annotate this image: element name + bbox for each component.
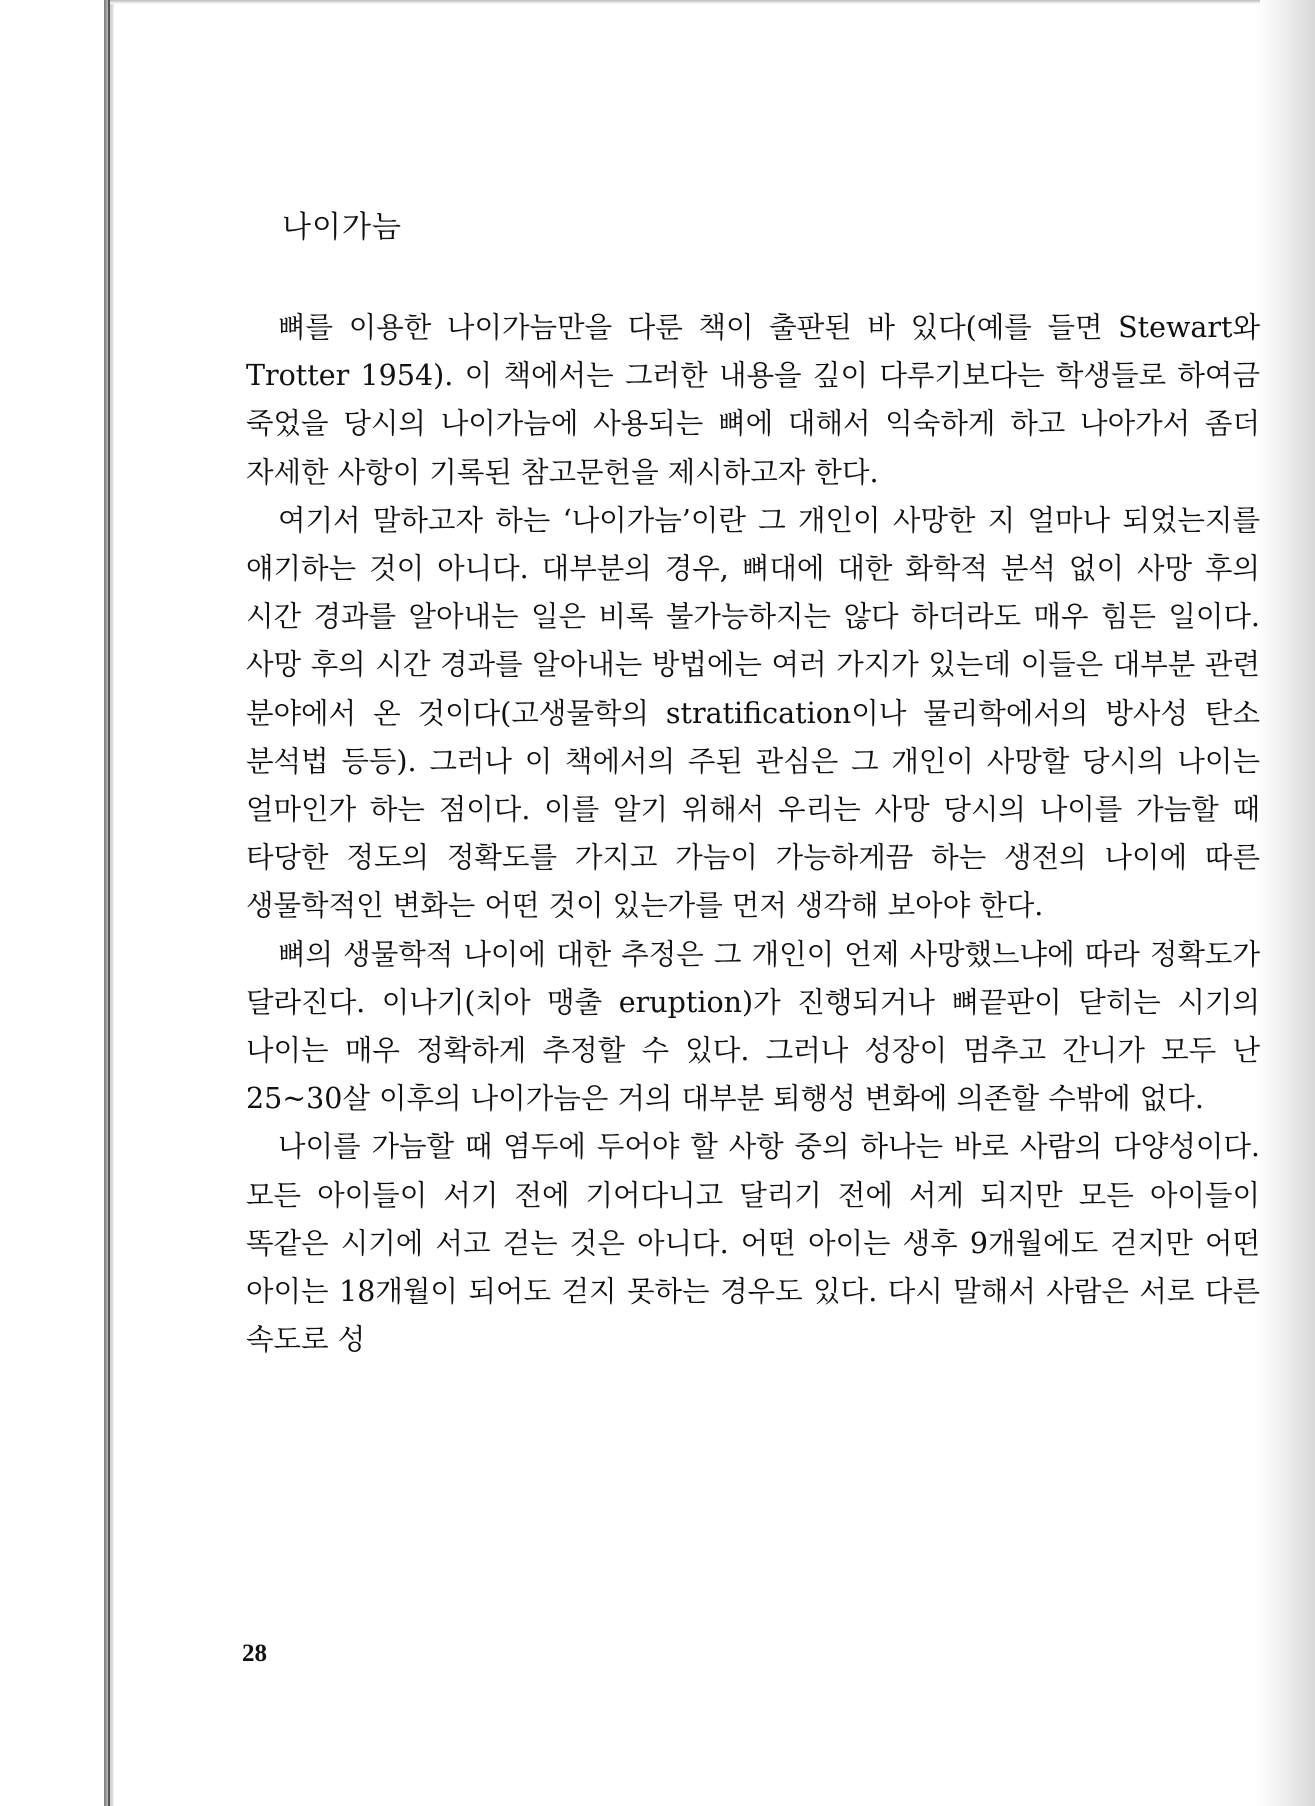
- paragraph-3: 뼈의 생물학적 나이에 대한 추정은 그 개인이 언제 사망했느냐에 따라 정확도가 달라진다. 이나기(치아 맹출 eruption)가 진행되거나 뼈끝판이 닫히는 시기의 나이는 매우 정확하게 추정할 수 있다. 그러나 성장이 멈추고 간니가 모두 난 25~30살 이후의 나이가늠은 거의 대부분 퇴행성 변화에 의존할 수밖에 없다.: [246, 937, 1260, 1116]
- page-right-shadow: [1255, 0, 1315, 1806]
- book-page: [114, 4, 1260, 1802]
- page-edge-line: [108, 0, 110, 1806]
- paragraph-2: 여기서 말하고자 하는 ‘나이가늠’이란 그 개인이 사망한 지 얼마나 되었는지를 얘기하는 것이 아니다. 대부분의 경우, 뼈대에 대한 화학적 분석 없이 사망 후의 시간 경과를 알아내는 일은 비록 불가능하지는 않다 하더라도 매우 힘든 일이다. 사망 후의 시간 경과를 알아내는 방법에는 여러 가지가 있는데 이들은 대부분 관련 분야에서 온 것이다(고생물학의 stratification이나 물리학에서의 방사성 탄소 분석법 등등). 그러나 이 책에서의 주된 관심은 그 개인이 사망할 당시의 나이는 얼마인가 하는 점이다. 이를 알기 위해서 우리는 사망 당시의 나이를 가늠할 때 타당한 정도의 정확도를 가지고 가늠이 가능하게끔 하는 생전의 나이에 따른 생물학적인 변화는 어떤 것이 있는가를 먼저 생각해 보아야 한다.: [246, 503, 1260, 923]
- paragraph-4: 나이를 가늠할 때 염두에 두어야 할 사항 중의 하나는 바로 사람의 다양성이다. 모든 아이들이 서기 전에 기어다니고 달리기 전에 서게 되지만 모든 아이들이 똑같은 시기에 서고 걷는 것은 아니다. 어떤 아이는 생후 9개월에도 걷지만 어떤 아이는 18개월이 되어도 걷지 못하는 경우도 있다. 다시 말해서 사람은 서로 다른 속도로 성: [246, 1130, 1260, 1357]
- page-number: 28: [242, 1640, 267, 1667]
- body-text: [246, 304, 1260, 1364]
- paragraph-1: 뼈를 이용한 나이가늠만을 다룬 책이 출판된 바 있다(예를 들면 Stewart와 Trotter 1954). 이 책에서는 그러한 내용을 깊이 다루기보다는 학생들로 하여금 죽었을 당시의 나이가늠에 사용되는 뼈에 대해서 익숙하게 하고 나아가서 좀더 자세한 사항이 기록된 참고문헌을 제시하고자 한다.: [246, 311, 1260, 489]
- section-title: 나이가늠: [282, 210, 402, 245]
